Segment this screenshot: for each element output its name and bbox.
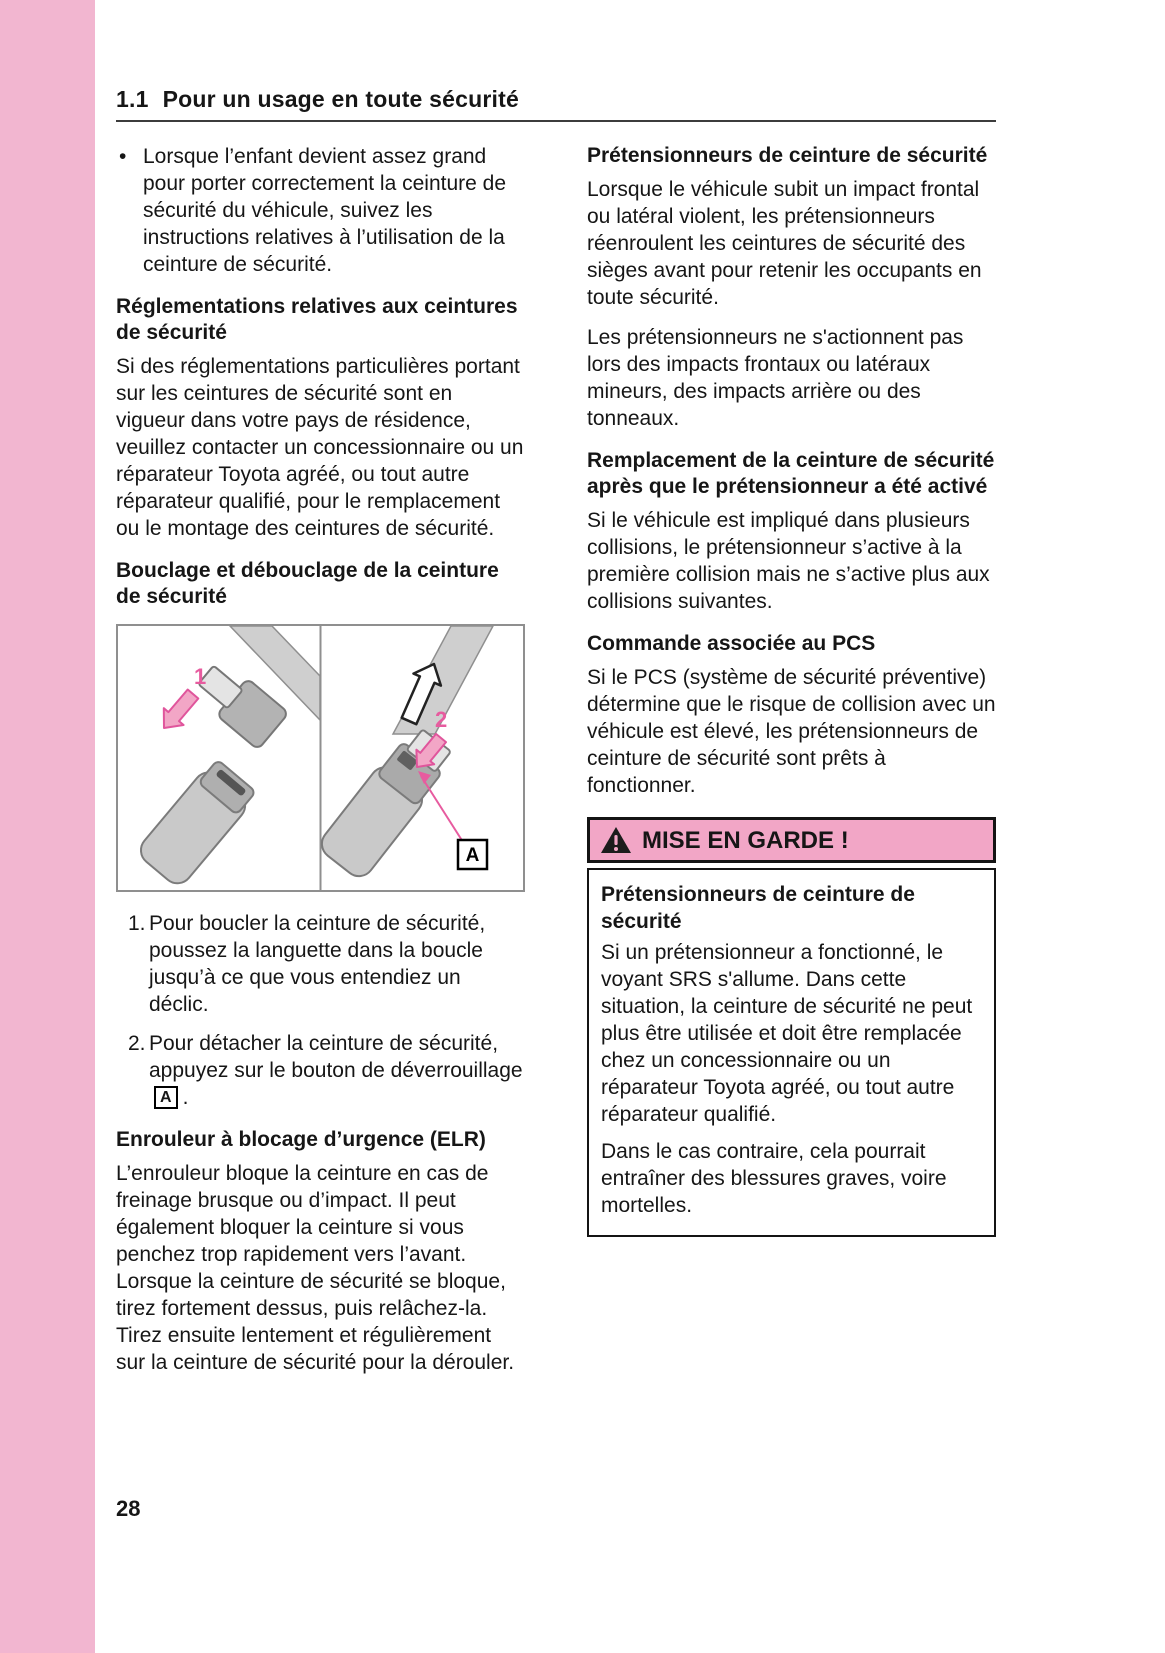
figure-marker-2: 2	[435, 707, 448, 732]
para-pretensioners-1: Lorsque le véhicule subit un impact frontal ou latéral violent, les prétensionneurs réenroulent les ceintures de sécurité des sièges avant pour retenir les occupants en toute sécurité.	[587, 178, 982, 309]
section-title: Pour un usage en toute sécurité	[162, 86, 519, 112]
two-column-layout	[116, 143, 996, 1389]
list-item-1	[116, 910, 525, 1018]
seatbelt-diagram	[118, 626, 523, 890]
numbered-list	[116, 910, 525, 1111]
callout-a-inline: A	[154, 1086, 178, 1109]
list-text-period: .	[182, 1086, 189, 1109]
warning-body	[587, 868, 996, 1237]
list-text	[149, 1030, 525, 1111]
heading-elr: Enrouleur à blocage d’urgence (ELR)	[116, 1128, 486, 1151]
buckle-receiver	[135, 757, 259, 889]
para-regulations: Si des réglementations particulières portant sur les ceintures de sécurité sont en vigueur dans votre pays de résidence, veuillez contacter un concessionnaire ou un réparateur Toyota agréé, ou tout autre réparateur qualifié, pour le remplacement ou le montage des ceintures de sécurité.	[116, 355, 524, 540]
warning-para-2: Dans le cas contraire, cela pourrait entraîner des blessures graves, voire mortelles.	[601, 1140, 947, 1217]
page-content	[95, 0, 1165, 1389]
warning-triangle-icon	[600, 826, 632, 854]
bullet-item	[116, 143, 525, 278]
callout-a-label: A	[465, 845, 480, 866]
left-column	[116, 143, 525, 1389]
insert-arrow	[164, 690, 199, 729]
list-item-2	[116, 1030, 525, 1111]
list-marker: 1.	[128, 912, 146, 935]
list-text-body: Pour détacher la ceinture de sécurité, appuyez sur le bouton de déverrouillage	[149, 1032, 523, 1082]
para-pcs: Si le PCS (système de sécurité préventive) détermine que le risque de collision avec un véhicule est élevé, les prétensionneurs de ceinture de sécurité sont prêts à fonctionner.	[587, 666, 996, 797]
list-marker: 2.	[128, 1032, 146, 1055]
warning-para-1: Si un prétensionneur a fonctionné, le voyant SRS s'allume. Dans cette situation, la ceinture de sécurité ne peut plus être utilisée et doit être remplacée chez un concessionnaire ou un réparateur Toyota agréé, ou tout autre réparateur qualifié.	[601, 941, 973, 1126]
heading-pretensioners: Prétensionneurs de ceinture de sécurité	[587, 144, 988, 167]
right-column	[587, 143, 996, 1389]
heading-buckling: Bouclage et débouclage de la ceinture de sécurité	[116, 559, 499, 608]
page-edge-band	[0, 0, 95, 1653]
figure-marker-1: 1	[194, 664, 207, 689]
section-number: 1.1	[116, 86, 149, 112]
para-elr: L’enrouleur bloque la ceinture en cas de freinage brusque ou d’impact. Il peut également bloquer la ceinture si vous penchez trop rapidement vers l’avant. Lorsque la ceinture de sécurité se bloque, tirez fortement dessus, puis relâchez-la. Tirez ensuite lentement et régulièrement sur la ceinture de sécurité pour la dérouler.	[116, 1162, 515, 1374]
bullet-text: Lorsque l’enfant devient assez grand pour porter correctement la ceinture de sécurité du véhicule, suivez les instructions relatives à l’utilisation de la ceinture de sécurité.	[143, 145, 507, 276]
warning-box	[587, 817, 996, 1237]
bullet-marker: •	[119, 145, 127, 168]
warning-header	[587, 817, 996, 863]
callout-line	[421, 776, 463, 842]
page-number: 28	[116, 1496, 141, 1521]
seatbelt-figure	[116, 624, 525, 892]
header-rule	[116, 120, 996, 122]
section-header	[116, 86, 996, 113]
heading-regulations: Réglementations relatives aux ceintures de sécurité	[116, 295, 518, 344]
para-replacement: Si le véhicule est impliqué dans plusieurs collisions, le prétensionneur s’active à la première collision mais ne s’active plus aux collisions suivantes.	[587, 509, 990, 613]
heading-replacement: Remplacement de la ceinture de sécurité après que le prétensionneur a été activé	[587, 449, 995, 498]
para-pretensioners-2: Les prétensionneurs ne s'actionnent pas lors des impacts frontaux ou latéraux mineurs, des impacts arrière ou des tonneaux.	[587, 326, 964, 430]
warning-title: MISE EN GARDE !	[642, 826, 849, 854]
list-text: Pour boucler la ceinture de sécurité, poussez la languette dans la boucle jusqu’à ce que vous entendiez un déclic.	[149, 912, 486, 1016]
heading-pcs: Commande associée au PCS	[587, 632, 876, 655]
warning-heading: Prétensionneurs de ceinture de sécurité	[601, 883, 915, 933]
